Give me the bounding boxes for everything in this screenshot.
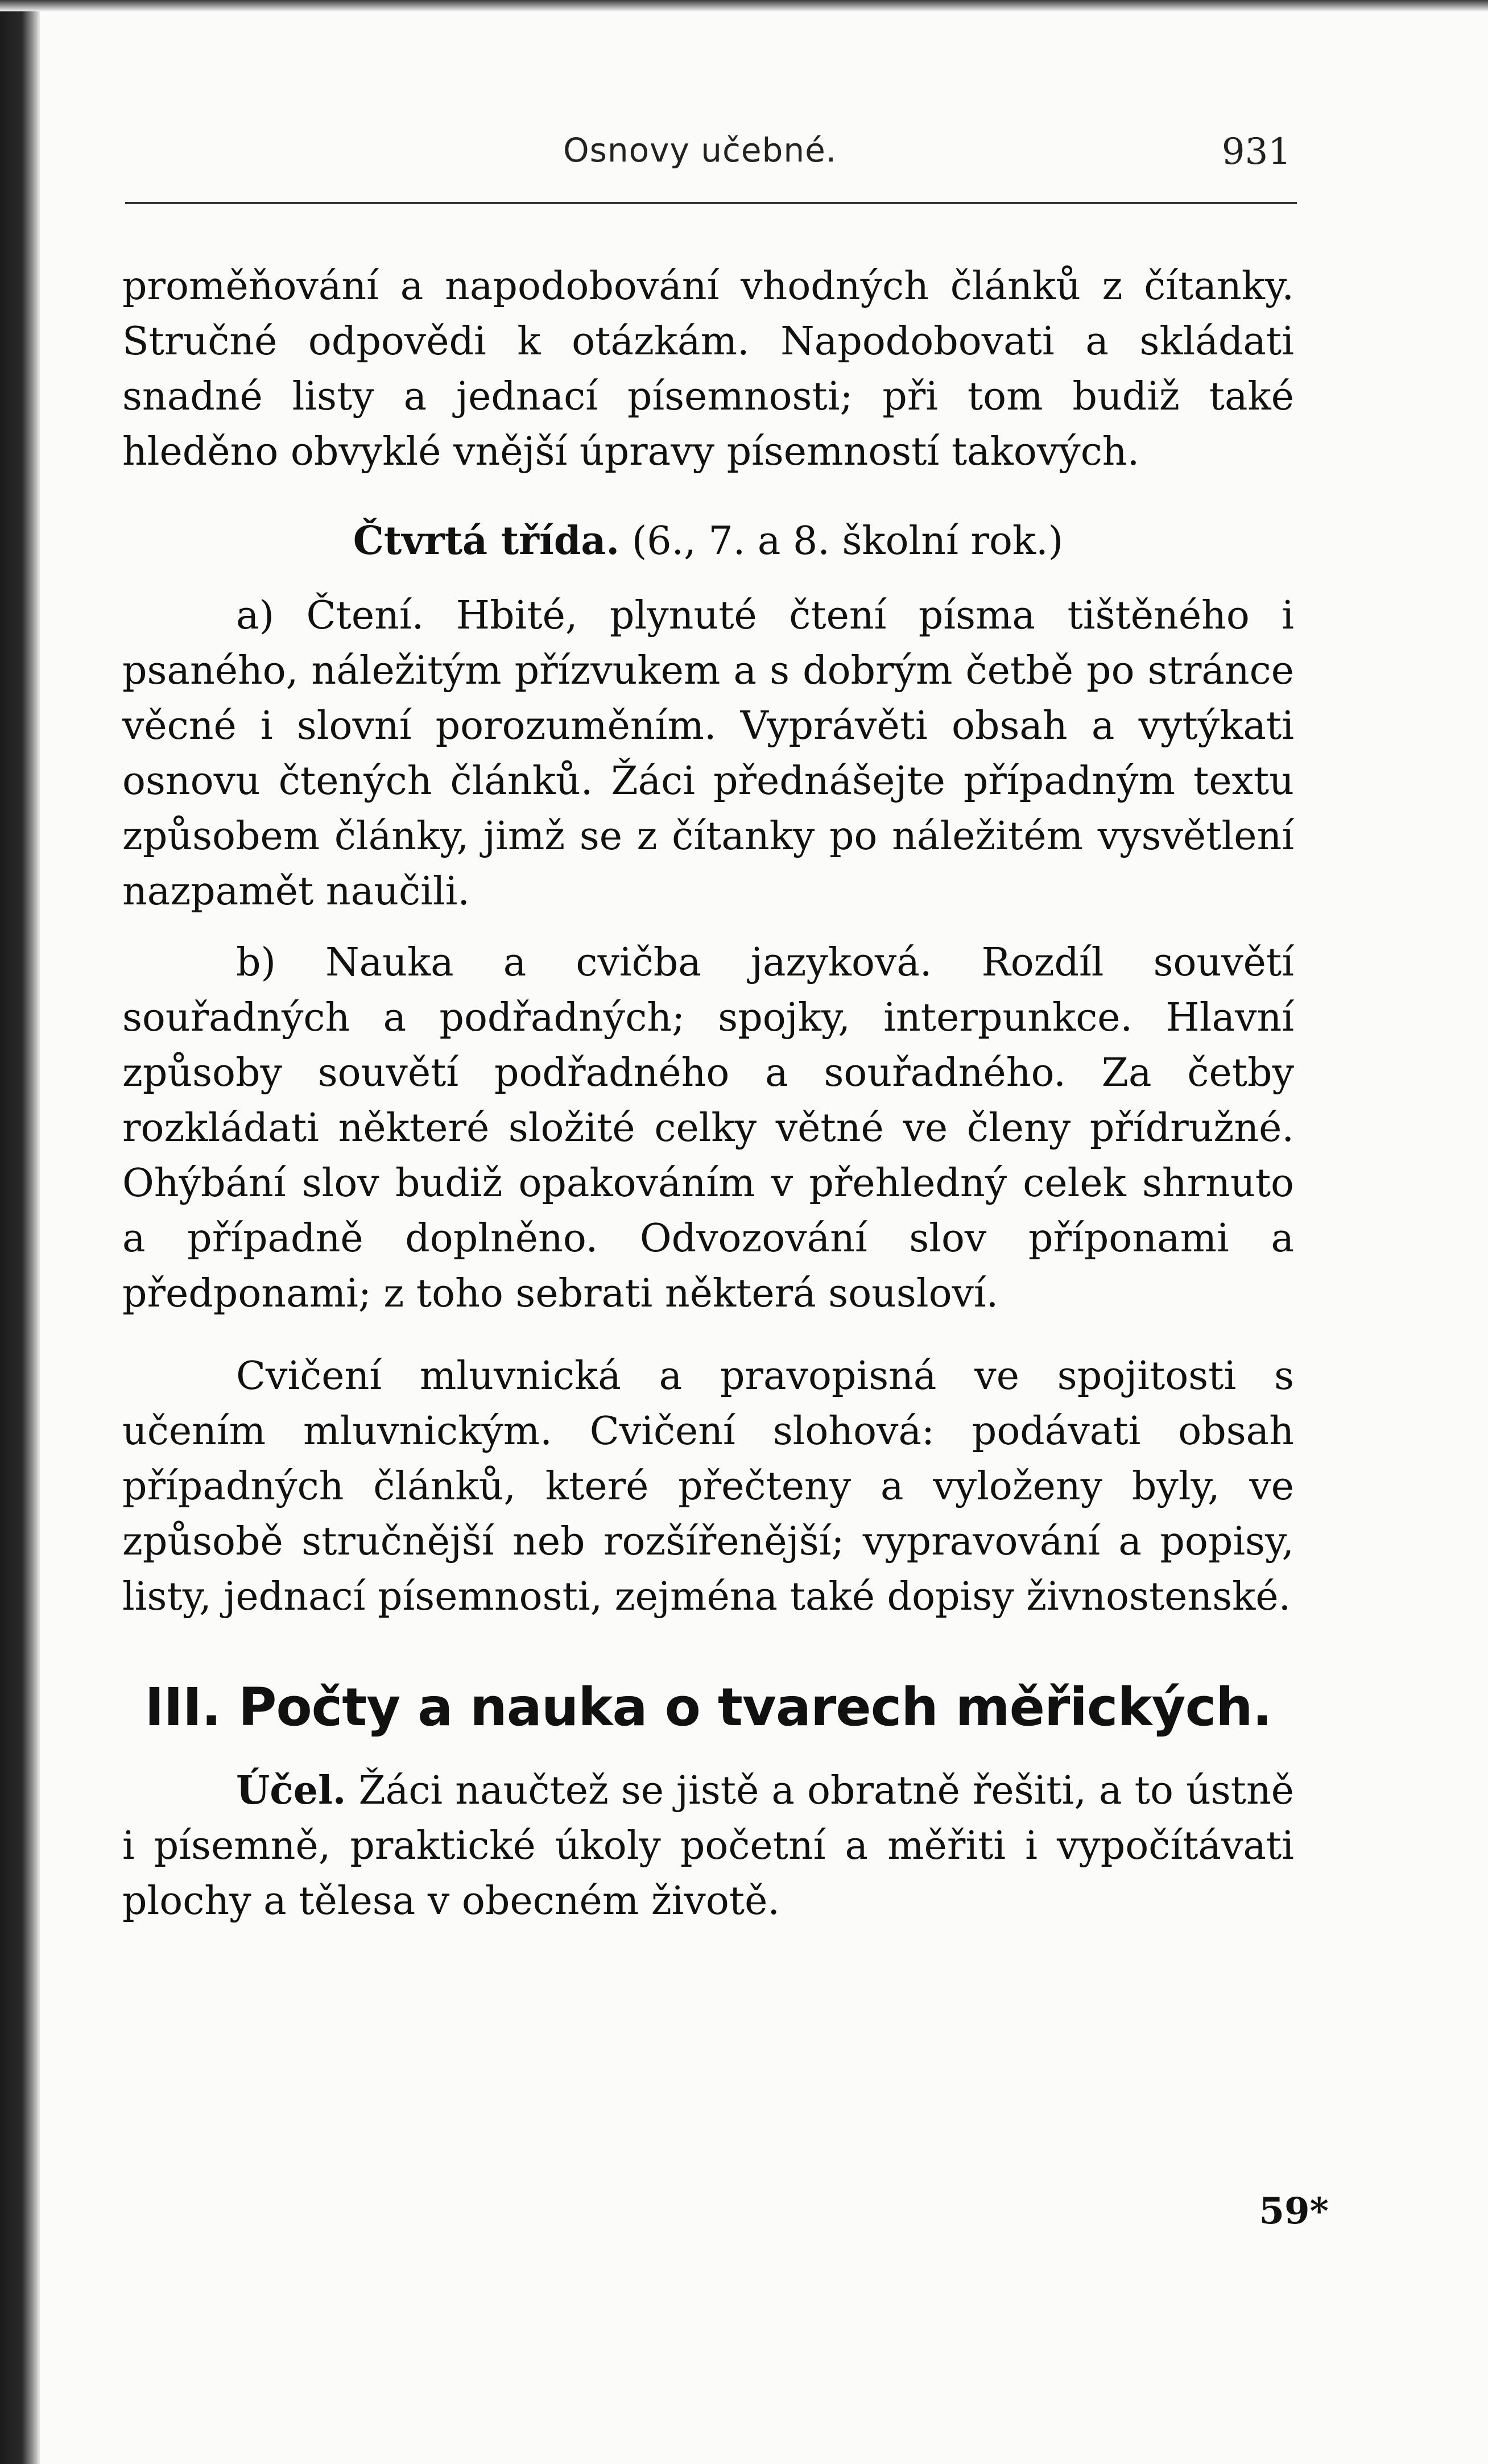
grade-heading bbox=[122, 514, 1294, 569]
paragraph-grammar: b) Nauka a cvičba jazyková. Rozdíl souvětí souřadných a podřadných; spojky, interpunkce. Hlavní způsoby souvětí podřadného a souřadného. Za četby rozkládati některé složité celky větné ve členy přídružné. Ohýbání slov budiž opakováním v přehledný celek shrnuto a případně doplněno. Odvozování slov příponami a předponami; z toho sebrati některá sousloví. bbox=[122, 940, 1294, 1316]
running-header-title: Osnovy učebné. bbox=[563, 131, 837, 169]
section-heading: III. Počty a nauka o tvarech měřických. bbox=[144, 1677, 1272, 1738]
signature-mark: 59* bbox=[1259, 2190, 1329, 2233]
paragraph-reading: a) Čtení. Hbité, plynuté čtení písma tištěného i psaného, náležitým přízvukem a s dobrým četbě po stránce věcné i slovní porozuměním. Vyprávěti obsah a vytýkati osnovu čtených článků. Žáci přednášejte případným textu způsobem články, jimž se z čítanky po náležitém vysvětlení nazpamět naučili. bbox=[122, 593, 1294, 914]
purpose-text: Žáci naučtež se jistě a obratně řešiti, a to ústně i písemně, praktické úkoly početní a měřiti i vypočítávati plochy a tělesa v obecném životě. bbox=[122, 1768, 1294, 1924]
running-header bbox=[80, 131, 1297, 182]
paragraph-exercises: Cvičení mluvnická a pravopisná ve spojitosti s učením mluvnickým. Cvičení slohová: podávati obsah případných článků, které přečteny a vyloženy byly, ve způsobě stručnější neb rozšířenější; vypravování a popisy, listy, jednací písemnosti, zejména také dopisy živnostenské. bbox=[122, 1354, 1294, 1619]
page-number: 931 bbox=[1221, 131, 1291, 173]
page-top-shadow bbox=[0, 0, 1488, 11]
grade-heading-years: (6., 7. a 8. školní rok.) bbox=[631, 519, 1064, 564]
grade-heading-title: Čtvrtá třída. bbox=[353, 518, 620, 564]
page-binding-shadow bbox=[0, 0, 40, 2464]
page-body bbox=[122, 259, 1294, 1929]
paragraph-purpose bbox=[122, 1763, 1294, 1929]
paragraph-continuation: proměňování a napodobování vhodných článků z čítanky. Stručné odpovědi k otázkám. Napodobovati a skládati snadné listy a jednací písemnosti; při tom budiž také hleděno obvyklé vnější úpravy písemností takových. bbox=[122, 264, 1294, 474]
purpose-label: Účel. bbox=[236, 1768, 346, 1813]
header-rule bbox=[125, 202, 1297, 204]
